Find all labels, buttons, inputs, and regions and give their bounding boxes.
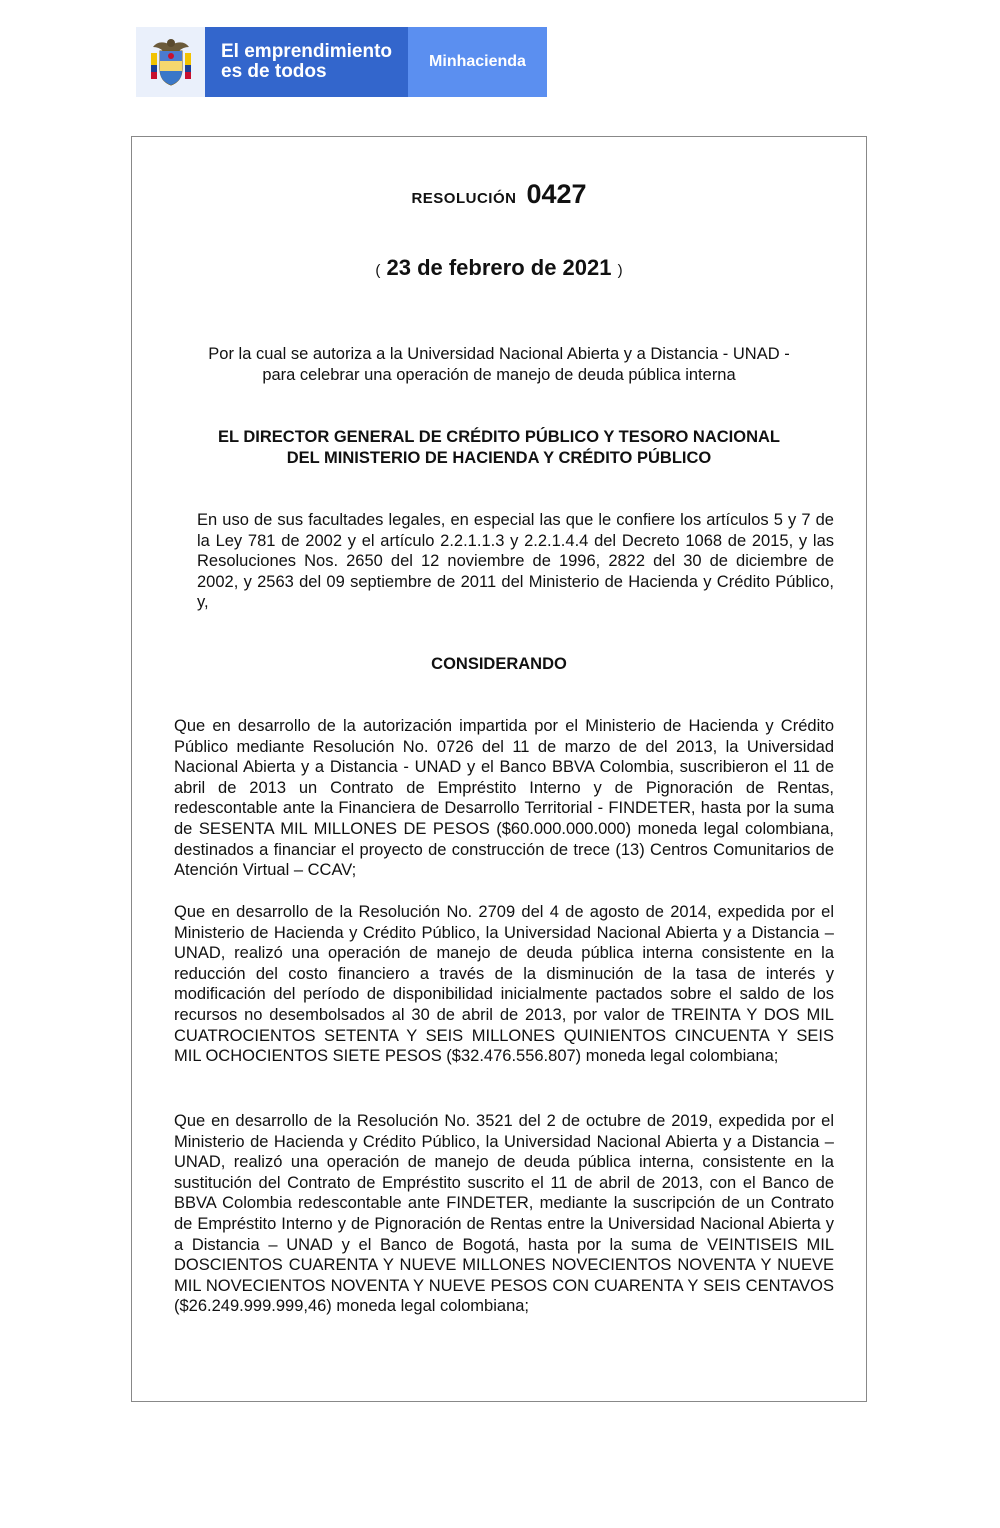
resolution-label: RESOLUCIÓN (411, 190, 517, 207)
purpose-line-1: Por la cual se autoriza a la Universidad Nacional Abierta y a Distancia - UNAD - (208, 345, 790, 363)
ministry-label: Minhacienda (408, 27, 547, 97)
date-paren-open: ( (375, 262, 381, 279)
slogan-line-2: es de todos (221, 61, 327, 82)
issuing-authority (162, 427, 836, 469)
slogan-box (205, 27, 408, 97)
date-paren-close: ) (617, 262, 623, 279)
header-banner (136, 27, 547, 97)
document-frame (131, 136, 867, 1402)
authority-line-2: DEL MINISTERIO DE HACIENDA Y CRÉDITO PÚBLICO (286, 449, 712, 467)
date-text: 23 de febrero de 2021 (386, 255, 612, 280)
authority-line-1: EL DIRECTOR GENERAL DE CRÉDITO PÚBLICO Y TESORO NACIONAL (218, 428, 780, 446)
considering-paragraph: Que en desarrollo de la autorización impartida por el Ministerio de Hacienda y Crédito Público mediante Resolución No. 0726 del 11 de marzo de del 2013, la Universidad Nacional Abierta y a Distancia - UNAD y el Banco BBVA Colombia, suscribieron el 11 de abril de 2013 un Contrato de Empréstito Interno y de Pignoración de Rentas, redescontable ante la Financiera de Desarrollo Territorial - FINDETER, hasta por la suma de SESENTA MIL MILLONES DE PESOS ($60.000.000.000) moneda legal colombiana, destinados a financiar el proyecto de construcción de trece (13) Centros Comunitarios de Atención Virtual – CCAV; (174, 717, 834, 880)
purpose-line-2: para celebrar una operación de manejo de deuda pública interna (262, 366, 736, 384)
considering-heading: CONSIDERANDO (431, 655, 567, 673)
resolution-number: 0427 (526, 179, 587, 209)
legal-powers-paragraph: En uso de sus facultades legales, en especial las que le confiere los artículos 5 y 7 de la Ley 781 de 2002 y el artículo 2.2.1.1.3 y 2.2.1.4.4 del Decreto 1068 de 2015, y las Resoluciones Nos. 2650 del 12 noviembre de 1996, 2822 del 30 de diciembre de 2002, y 2563 del 09 septiembre de 2011 del Ministerio de Hacienda y Crédito Público, y, (197, 511, 834, 612)
coat-of-arms-icon (149, 35, 193, 89)
considering-paragraph: Que en desarrollo de la Resolución No. 3521 del 2 de octubre de 2019, expedida por el Ministerio de Hacienda y Crédito Público, la Universidad Nacional Abierta y a Distancia – UNAD, realizó una operación de manejo de deuda pública interna, consistente en la sustitución del Contrato de Empréstito suscrito el 11 de abril de 2013, con el Banco de BBVA Colombia redescontable ante FINDETER, mediante la suscripción de un Contrato de Empréstito Interno y de Pignoración de Rentas entre la Universidad Nacional Abierta y a Distancia – UNAD y el Banco de Bogotá, hasta por la suma de VEINTISEIS MIL DOSCIENTOS CUARENTA Y NUEVE MILLONES NOVECIENTOS NOVENTA Y NUEVE MIL NOVECIENTOS NOVENTA Y NUEVE PESOS CON CUARENTA Y SEIS CENTAVOS ($26.249.999.999,46) moneda legal colombiana; (174, 1112, 834, 1316)
slogan-line-1: El emprendimiento (221, 41, 393, 62)
considering-paragraph: Que en desarrollo de la Resolución No. 2709 del 4 de agosto de 2014, expedida por el Ministerio de Hacienda y Crédito Público, la Universidad Nacional Abierta y a Distancia – UNAD, realizó una operación de manejo de deuda pública interna consistente en la reducción del costo financiero a través de la disminución de la tasa de interés y modificación del período de disponibilidad inicialmente pactados sobre el saldo de los recursos no desembolsados al 30 de abril de 2013, por valor de TREINTA Y DOS MIL CUATROCIENTOS SETENTA Y SEIS MILLONES QUINIENTOS CINCUENTA Y SEIS MIL OCHOCIENTOS SIETE PESOS ($32.476.556.807) moneda legal colombiana; (174, 903, 834, 1066)
coat-of-arms-logo (136, 27, 205, 97)
resolution-date (132, 255, 866, 281)
resolution-title (132, 179, 866, 210)
purpose-statement (162, 344, 836, 386)
